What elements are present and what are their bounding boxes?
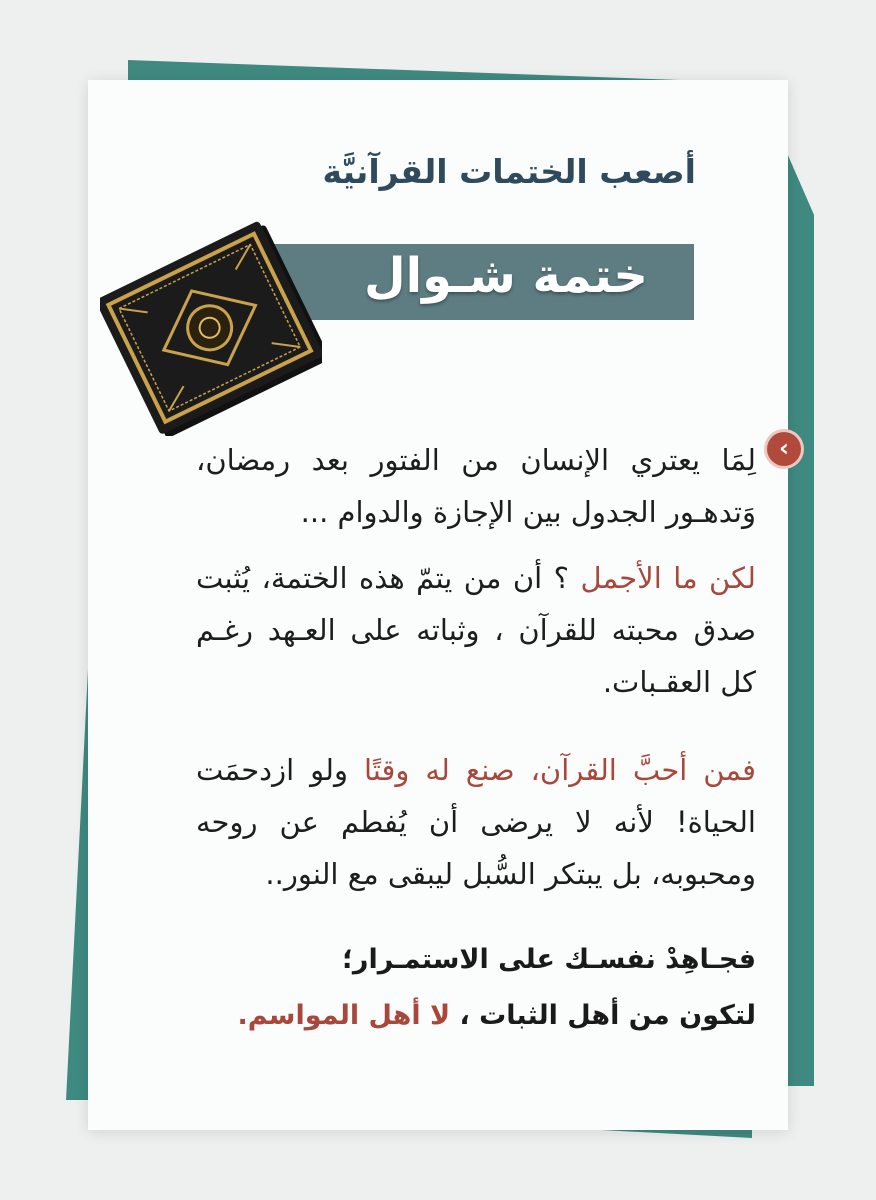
paragraph-2 bbox=[196, 552, 756, 708]
closing-line-1: فجـاهِدْ نفسـك على الاستمـرار؛ bbox=[342, 944, 756, 975]
closing-line-2-highlight: لا أهل المواسم. bbox=[237, 1000, 451, 1031]
paragraph-3-text: ولو ازدحمَت الحياة! لأنه لا يرضى أن يُفطم عن روحه ومحبوبه، بل يبتكر السُّبل ليبقى مع النور.. bbox=[196, 753, 756, 891]
paragraph-3 bbox=[196, 744, 756, 900]
chevron-left-icon: ‹ bbox=[767, 432, 801, 466]
closing-line-2 bbox=[196, 988, 756, 1044]
closing-block bbox=[196, 932, 756, 1044]
closing-line-2-text: لتكون من أهل الثبات ، bbox=[450, 1000, 756, 1031]
quran-book-icon bbox=[100, 216, 322, 436]
paragraph-2-text: ؟ أن من يتمّ هذه الختمة، يُثبت صدق محبته للقرآن ، وثباته على العـهد رغـم كل العقـبات. bbox=[196, 561, 756, 699]
intro-text: لِمَا يعتري الإنسان من الفتور بعد رمضان، وَتدهـور الجدول بين الإجازة والدوام ... bbox=[196, 443, 756, 529]
paragraph-2-highlight: لكن ما الأجمل bbox=[580, 561, 756, 595]
page-title: أصعب الختمات القرآنيَّة bbox=[322, 152, 696, 191]
paragraph-3-highlight: فمن أحبَّ القرآن، صنع له وقتًا bbox=[363, 753, 756, 787]
banner-text: ختمة شـوال bbox=[364, 248, 648, 304]
intro-paragraph bbox=[196, 434, 756, 538]
